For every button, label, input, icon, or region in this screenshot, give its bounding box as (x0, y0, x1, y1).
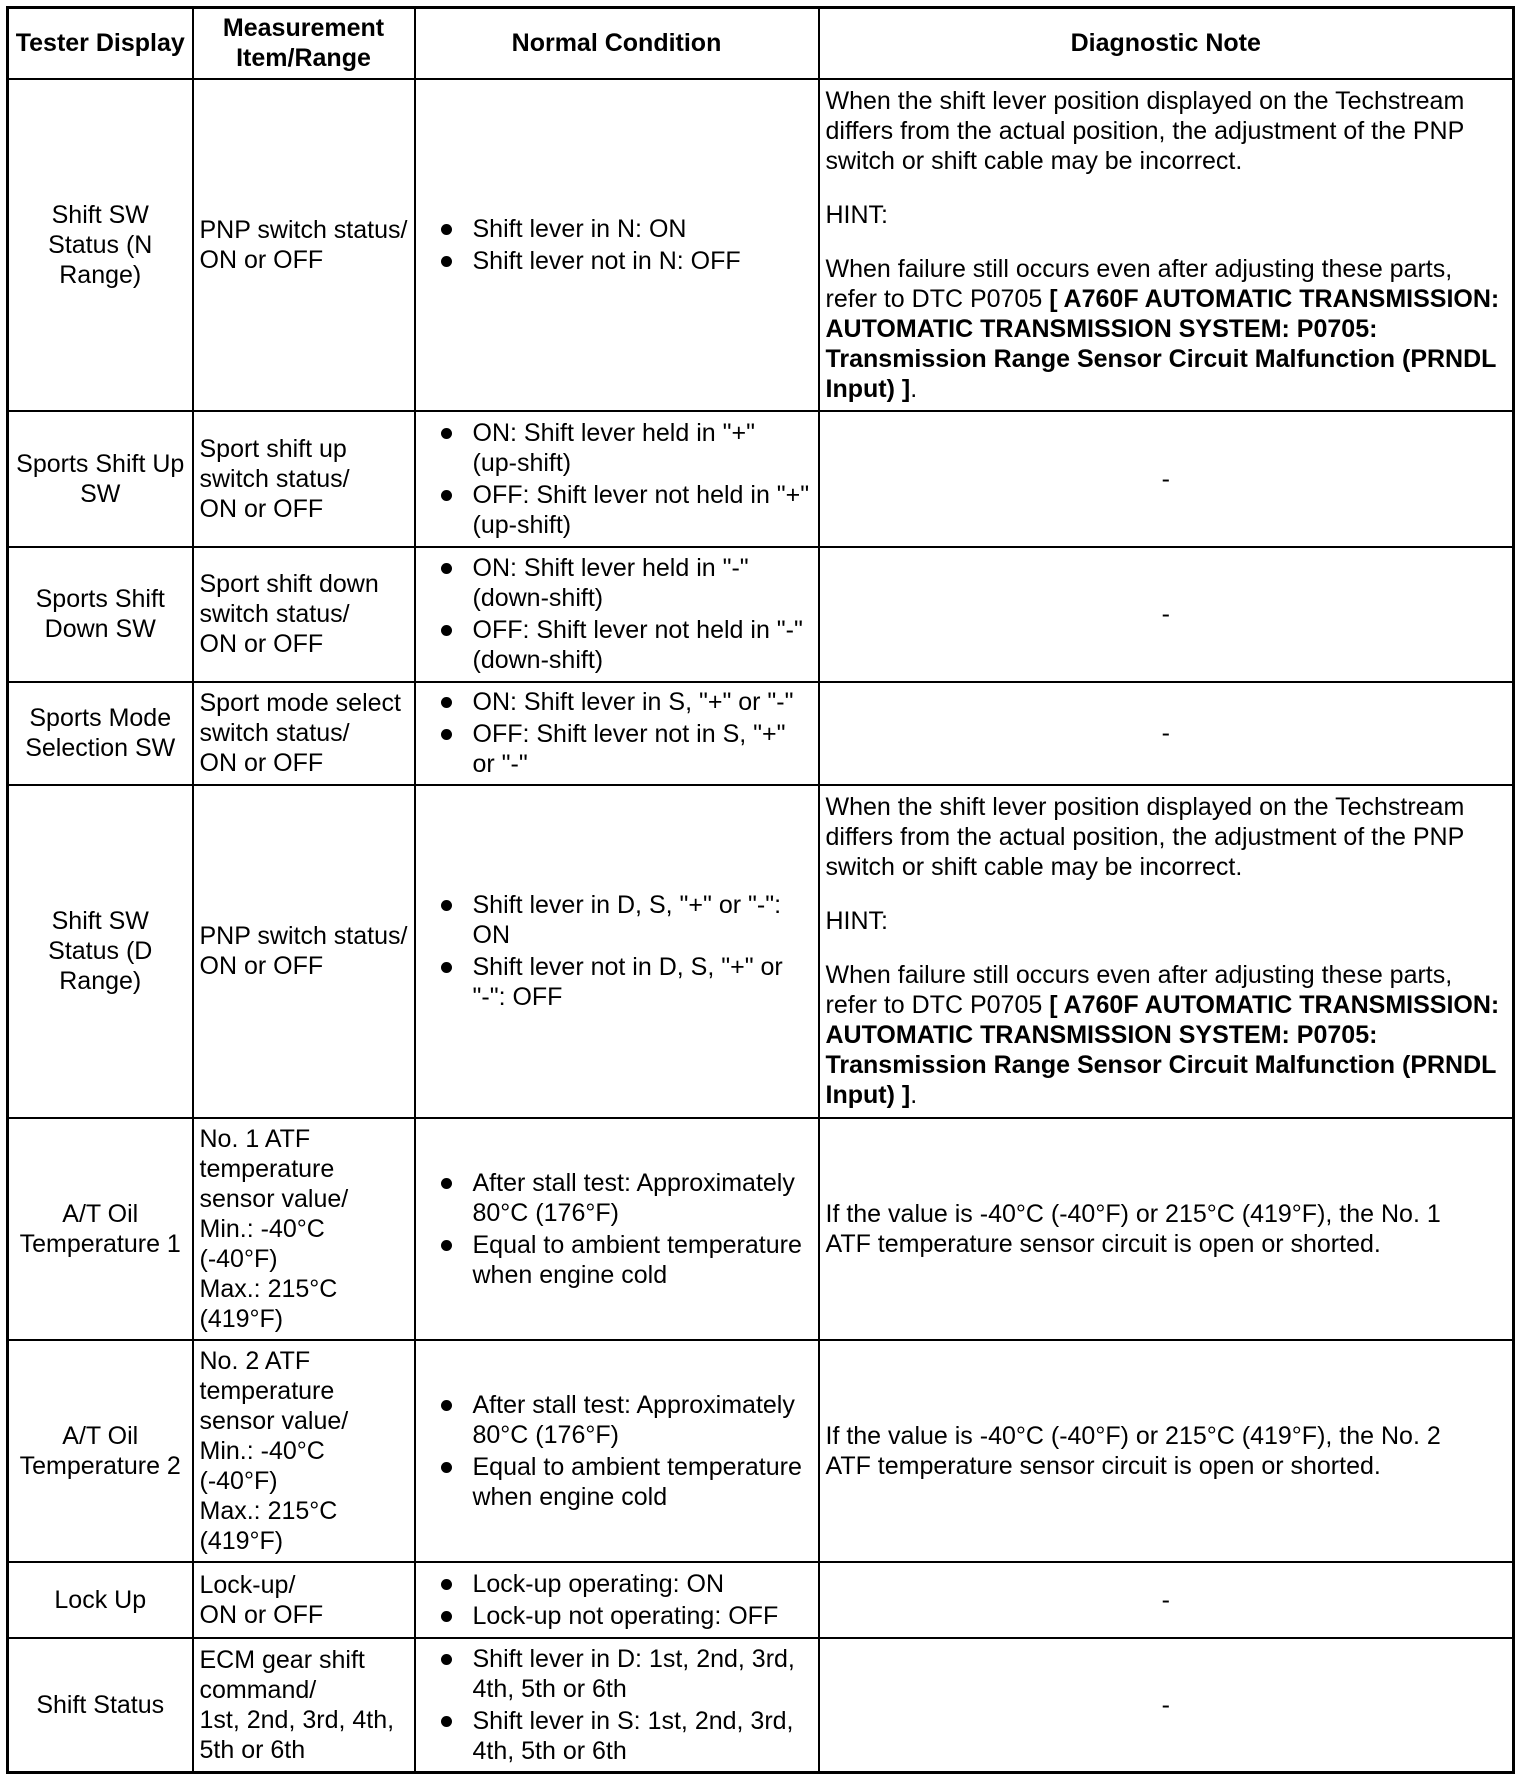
tester-display-text: Temperature 2 (19, 1451, 181, 1480)
bullet-icon (441, 1611, 452, 1622)
measurement-text: switch status/ (199, 464, 350, 493)
table-row (8, 1562, 1514, 1638)
tester-display-text: Selection SW (25, 734, 176, 762)
tester-display-cell (8, 1562, 193, 1638)
diagnostic-note-line (826, 284, 1513, 314)
bullet-icon (441, 224, 452, 235)
normal-condition-cell (415, 682, 819, 785)
normal-condition-item (416, 1706, 818, 1766)
bullet-icon (441, 1400, 452, 1411)
normal-condition-line: when engine cold (472, 1260, 668, 1289)
diagnostic-note-line (826, 374, 1513, 404)
diagnostic-note-cell (819, 1340, 1514, 1562)
header-row (8, 8, 1514, 79)
normal-condition-line: Shift lever not in D, S, "+" or (472, 953, 783, 981)
diagnostic-note-line: differs from the actual position, the adjustment of the PNP (825, 823, 1465, 851)
diagnostic-note-paragraph (826, 960, 1513, 1110)
normal-condition-line: Lock-up operating: ON (472, 1569, 725, 1598)
diagnostic-note-cell (819, 411, 1514, 547)
normal-condition-list (416, 890, 818, 1012)
tester-display-text: Status (D (48, 937, 153, 965)
header-label: Measurement (222, 14, 385, 43)
diagnostic-note-line: ATF temperature sensor circuit is open or shorted. (825, 1451, 1381, 1480)
diagnostic-note-cell (819, 682, 1514, 785)
normal-condition-item (416, 1168, 818, 1228)
normal-condition-list (416, 687, 818, 779)
tester-display-cell (8, 1638, 193, 1773)
diagnostic-note-line: When the shift lever position displayed on the Techstream (825, 86, 1465, 115)
normal-condition-line: (down-shift) (472, 646, 604, 674)
bullet-icon (441, 256, 452, 267)
normal-condition-line: or "-" (472, 750, 528, 778)
header-tester-display (8, 8, 193, 79)
tester-display-text: SW (80, 479, 121, 508)
measurement-text: ON or OFF (199, 749, 324, 777)
normal-condition-line: Shift lever not in N: OFF (472, 246, 741, 275)
measurement-text: ECM gear shift (199, 1645, 365, 1674)
normal-condition-cell (415, 411, 819, 547)
normal-condition-text (473, 1168, 818, 1228)
table-row (8, 1340, 1514, 1562)
measurement-text: PNP switch status/ (199, 215, 408, 244)
normal-condition-list (416, 1390, 818, 1512)
measurement-text: (-40°F) (199, 1244, 278, 1273)
tester-display-cell (8, 547, 193, 682)
diagnostic-note-paragraph (826, 254, 1513, 404)
header-label: Tester Display (15, 29, 185, 58)
normal-condition-line: when engine cold (472, 1482, 668, 1511)
diagnostic-note-cell (819, 1638, 1514, 1773)
normal-condition-item (416, 246, 818, 276)
normal-condition-line: ON: Shift lever in S, "+" or "-" (472, 688, 794, 716)
normal-condition-cell (415, 1118, 819, 1340)
normal-condition-item (416, 480, 818, 540)
measurement-text: Min.: -40°C (199, 1214, 325, 1243)
tester-display-text: A/T Oil (62, 1421, 139, 1450)
table-row (8, 411, 1514, 547)
diagnostic-note-line: HINT: (825, 907, 888, 935)
bullet-icon (441, 625, 452, 636)
normal-condition-line: 80°C (176°F) (472, 1420, 619, 1449)
normal-condition-item (416, 553, 818, 613)
diagnostic-note-paragraph (826, 200, 1513, 230)
normal-condition-item (416, 615, 818, 675)
bullet-icon (441, 697, 452, 708)
tester-display-cell (8, 1118, 193, 1340)
diagnostic-note-line: When failure still occurs even after adjusting these parts, (825, 254, 1453, 283)
tester-display-text: Lock Up (54, 1585, 147, 1614)
normal-condition-list (416, 1644, 818, 1766)
dtc-reference-link[interactable]: AUTOMATIC TRANSMISSION SYSTEM: P0705: (825, 314, 1378, 343)
tester-display-cell (8, 411, 193, 547)
normal-condition-line: (up-shift) (472, 510, 572, 539)
normal-condition-text (473, 615, 818, 675)
table-header (8, 8, 1514, 79)
diagnostic-note-line: When the shift lever position displayed on the Techstream (825, 793, 1465, 821)
bullet-icon (441, 428, 452, 439)
normal-condition-item (416, 1230, 818, 1290)
normal-condition-list (416, 1569, 818, 1631)
diagnostic-note-line: If the value is -40°C (-40°F) or 215°C (419°F), the No. 2 (825, 1421, 1441, 1450)
normal-condition-text (473, 1706, 818, 1766)
bullet-icon (441, 563, 452, 574)
normal-condition-item (416, 890, 818, 950)
measurement-text: ON or OFF (199, 245, 324, 274)
diagnostic-note-line: switch or shift cable may be incorrect. (825, 146, 1243, 175)
diagnostic-note-text: . (910, 374, 918, 403)
normal-condition-line: ON (472, 921, 510, 949)
normal-condition-item (416, 952, 818, 1012)
header-diagnostic-note (819, 8, 1514, 79)
measurement-text: (-40°F) (199, 1466, 278, 1495)
bullet-icon (441, 962, 452, 973)
diagnostic-note-text: - (1161, 1690, 1170, 1719)
normal-condition-text (473, 1230, 818, 1290)
normal-condition-line: After stall test: Approximately (472, 1168, 795, 1197)
diagnostic-note-paragraph (826, 1199, 1513, 1259)
normal-condition-item (416, 1390, 818, 1450)
dtc-reference-link[interactable]: Transmission Range Sensor Circuit Malfunction (PRNDL (825, 344, 1497, 373)
header-label: Normal Condition (511, 29, 722, 58)
normal-condition-list (416, 1168, 818, 1290)
diagnostic-note-text: - (1161, 600, 1170, 628)
tester-display-text: Shift SW (51, 907, 149, 935)
normal-condition-text (473, 1390, 818, 1450)
measurement-text: temperature (199, 1154, 335, 1183)
diagnostic-note-line: HINT: (825, 200, 888, 229)
measurement-text: ON or OFF (199, 494, 324, 523)
measurement-cell (193, 1562, 415, 1638)
normal-condition-text (473, 1644, 818, 1704)
bullet-icon (441, 1579, 452, 1590)
measurement-cell (193, 682, 415, 785)
normal-condition-cell (415, 79, 819, 411)
normal-condition-item (416, 1569, 818, 1599)
normal-condition-line: OFF: Shift lever not held in "+" (472, 480, 810, 509)
bullet-icon (441, 1654, 452, 1665)
measurement-text: ON or OFF (199, 952, 324, 980)
data-list-table (6, 6, 1515, 1774)
normal-condition-line: Equal to ambient temperature (472, 1452, 802, 1481)
normal-condition-line: After stall test: Approximately (472, 1390, 795, 1419)
dtc-reference-link[interactable]: [ A760F AUTOMATIC TRANSMISSION: (1049, 991, 1500, 1019)
diagnostic-note-cell (819, 785, 1514, 1118)
normal-condition-text (473, 1601, 818, 1631)
diagnostic-note-text: - (1161, 464, 1170, 493)
dtc-reference-link[interactable]: AUTOMATIC TRANSMISSION SYSTEM: P0705: (825, 1021, 1378, 1049)
bullet-icon (441, 1240, 452, 1251)
measurement-text: Lock-up/ (199, 1570, 296, 1599)
measurement-cell (193, 411, 415, 547)
normal-condition-item (416, 1601, 818, 1631)
diagnostic-note-line: ATF temperature sensor circuit is open or shorted. (825, 1229, 1381, 1258)
tester-display-text: Sports Mode (29, 704, 172, 732)
header-label: Diagnostic Note (1070, 29, 1261, 58)
normal-condition-line: ON: Shift lever held in "+" (472, 418, 755, 447)
normal-condition-line: Shift lever in D: 1st, 2nd, 3rd, (472, 1644, 795, 1673)
tester-display-text: Shift SW (51, 200, 149, 229)
bullet-icon (441, 900, 452, 911)
tester-display-text: Sports Shift Up (16, 449, 185, 478)
dtc-reference-link[interactable]: Transmission Range Sensor Circuit Malfunction (PRNDL (825, 1051, 1497, 1079)
normal-condition-line: 4th, 5th or 6th (472, 1674, 627, 1703)
measurement-text: Sport shift up (199, 434, 347, 463)
normal-condition-line: OFF: Shift lever not held in "-" (472, 616, 803, 644)
diagnostic-note-line: If the value is -40°C (-40°F) or 215°C (419°F), the No. 1 (825, 1199, 1441, 1228)
normal-condition-text (473, 687, 818, 717)
normal-condition-list (416, 418, 818, 540)
header-label: Item/Range (236, 44, 371, 73)
bullet-icon (441, 1178, 452, 1189)
normal-condition-text (473, 1569, 818, 1599)
normal-condition-text (473, 418, 818, 478)
diagnostic-note-paragraph (826, 792, 1513, 882)
measurement-cell (193, 1638, 415, 1773)
measurement-text: switch status/ (199, 719, 350, 747)
normal-condition-line: Shift lever in S: 1st, 2nd, 3rd, (472, 1706, 794, 1735)
measurement-text: Sport shift down (199, 570, 379, 598)
measurement-text: No. 2 ATF (199, 1346, 311, 1375)
tester-display-text: Range) (59, 967, 142, 995)
measurement-text: Sport mode select (199, 689, 401, 717)
tester-display-cell (8, 1340, 193, 1562)
normal-condition-line: ON: Shift lever held in "-" (472, 554, 749, 582)
diagnostic-note-cell (819, 1562, 1514, 1638)
diagnostic-note-paragraph (826, 86, 1513, 176)
normal-condition-text (473, 553, 818, 613)
diagnostic-note-line: switch or shift cable may be incorrect. (825, 853, 1243, 881)
tester-display-text: Range) (59, 260, 142, 289)
diagnostic-note-line (826, 344, 1513, 374)
diagnostic-note-text: - (1161, 1585, 1170, 1614)
diagnostic-note-text: refer to DTC P0705 (825, 284, 1050, 313)
normal-condition-text (473, 719, 818, 779)
tester-display-text: Down SW (44, 615, 156, 643)
normal-condition-item (416, 687, 818, 717)
header-measurement-item-range (193, 8, 415, 79)
table-row (8, 79, 1514, 411)
measurement-text: PNP switch status/ (199, 922, 408, 950)
normal-condition-line: "-": OFF (472, 983, 563, 1011)
normal-condition-line: 80°C (176°F) (472, 1198, 619, 1227)
tester-display-cell (8, 785, 193, 1118)
diagnostic-note-line: When failure still occurs even after adjusting these parts, (825, 961, 1453, 989)
normal-condition-text (473, 890, 818, 950)
measurement-text: 1st, 2nd, 3rd, 4th, (199, 1705, 395, 1734)
tester-display-text: Sports Shift (35, 585, 165, 613)
bullet-icon (441, 1462, 452, 1473)
tester-display-text: Shift Status (36, 1690, 165, 1719)
diagnostic-note-paragraph (826, 1421, 1513, 1481)
diagnostic-note-line: differs from the actual position, the adjustment of the PNP (825, 116, 1465, 145)
diagnostic-note-cell (819, 547, 1514, 682)
tester-display-text: A/T Oil (62, 1199, 139, 1228)
normal-condition-item (416, 1452, 818, 1512)
measurement-text: Max.: 215°C (199, 1496, 338, 1525)
normal-condition-item (416, 719, 818, 779)
normal-condition-cell (415, 785, 819, 1118)
measurement-text: sensor value/ (199, 1406, 349, 1435)
measurement-cell (193, 1118, 415, 1340)
normal-condition-line: (up-shift) (472, 448, 572, 477)
diagnostic-note-line (826, 1050, 1513, 1080)
normal-condition-item (416, 214, 818, 244)
bullet-icon (441, 729, 452, 740)
measurement-text: Max.: 215°C (199, 1274, 338, 1303)
tester-display-cell (8, 682, 193, 785)
diagnostic-note-cell (819, 1118, 1514, 1340)
bullet-icon (441, 490, 452, 501)
diagnostic-note-line (826, 1080, 1513, 1110)
measurement-cell (193, 79, 415, 411)
measurement-cell (193, 785, 415, 1118)
measurement-text: ON or OFF (199, 630, 324, 658)
normal-condition-cell (415, 547, 819, 682)
tester-display-text: Temperature 1 (19, 1229, 181, 1258)
dtc-reference-link[interactable]: Input) ] (825, 374, 911, 403)
measurement-text: (419°F) (199, 1526, 284, 1555)
table-body (8, 79, 1514, 1773)
measurement-text: (419°F) (199, 1304, 284, 1333)
tester-display-cell (8, 79, 193, 411)
normal-condition-text (473, 214, 818, 244)
normal-condition-line: Lock-up not operating: OFF (472, 1601, 779, 1630)
normal-condition-text (473, 246, 818, 276)
measurement-text: Min.: -40°C (199, 1436, 325, 1465)
measurement-cell (193, 547, 415, 682)
normal-condition-cell (415, 1562, 819, 1638)
diagnostic-note-line (826, 1020, 1513, 1050)
diagnostic-note-line (826, 314, 1513, 344)
measurement-text: ON or OFF (199, 1600, 324, 1629)
measurement-text: temperature (199, 1376, 335, 1405)
normal-condition-line: (down-shift) (472, 584, 604, 612)
normal-condition-line: 4th, 5th or 6th (472, 1736, 627, 1765)
table-row (8, 1638, 1514, 1773)
diagnostic-note-text: . (910, 1081, 918, 1109)
normal-condition-cell (415, 1340, 819, 1562)
dtc-reference-link[interactable]: Input) ] (825, 1081, 911, 1109)
measurement-text: No. 1 ATF (199, 1124, 311, 1153)
measurement-text: switch status/ (199, 600, 350, 628)
normal-condition-text (473, 952, 818, 1012)
table-row (8, 1118, 1514, 1340)
normal-condition-list (416, 553, 818, 675)
normal-condition-cell (415, 1638, 819, 1773)
normal-condition-line: Shift lever in N: ON (472, 214, 687, 243)
normal-condition-text (473, 1452, 818, 1512)
tester-display-text: Status (N (48, 230, 153, 259)
diagnostic-note-cell (819, 79, 1514, 411)
normal-condition-line: OFF: Shift lever not in S, "+" (472, 720, 786, 748)
header-normal-condition (415, 8, 819, 79)
measurement-cell (193, 1340, 415, 1562)
table-row (8, 682, 1514, 785)
table-row (8, 785, 1514, 1118)
measurement-text: 5th or 6th (199, 1735, 306, 1764)
normal-condition-item (416, 1644, 818, 1704)
measurement-text: command/ (199, 1675, 317, 1704)
diagnostic-note-line (826, 990, 1513, 1020)
normal-condition-line: Equal to ambient temperature (472, 1230, 802, 1259)
bullet-icon (441, 1716, 452, 1727)
diagnostic-note-text: - (1161, 719, 1170, 747)
normal-condition-item (416, 418, 818, 478)
measurement-text: sensor value/ (199, 1184, 349, 1213)
normal-condition-text (473, 480, 818, 540)
table-row (8, 547, 1514, 682)
diagnostic-note-paragraph (826, 906, 1513, 936)
normal-condition-line: Shift lever in D, S, "+" or "-": (472, 891, 782, 919)
diagnostic-note-text: refer to DTC P0705 (825, 991, 1050, 1019)
dtc-reference-link[interactable]: [ A760F AUTOMATIC TRANSMISSION: (1049, 284, 1500, 313)
normal-condition-list (416, 214, 818, 276)
